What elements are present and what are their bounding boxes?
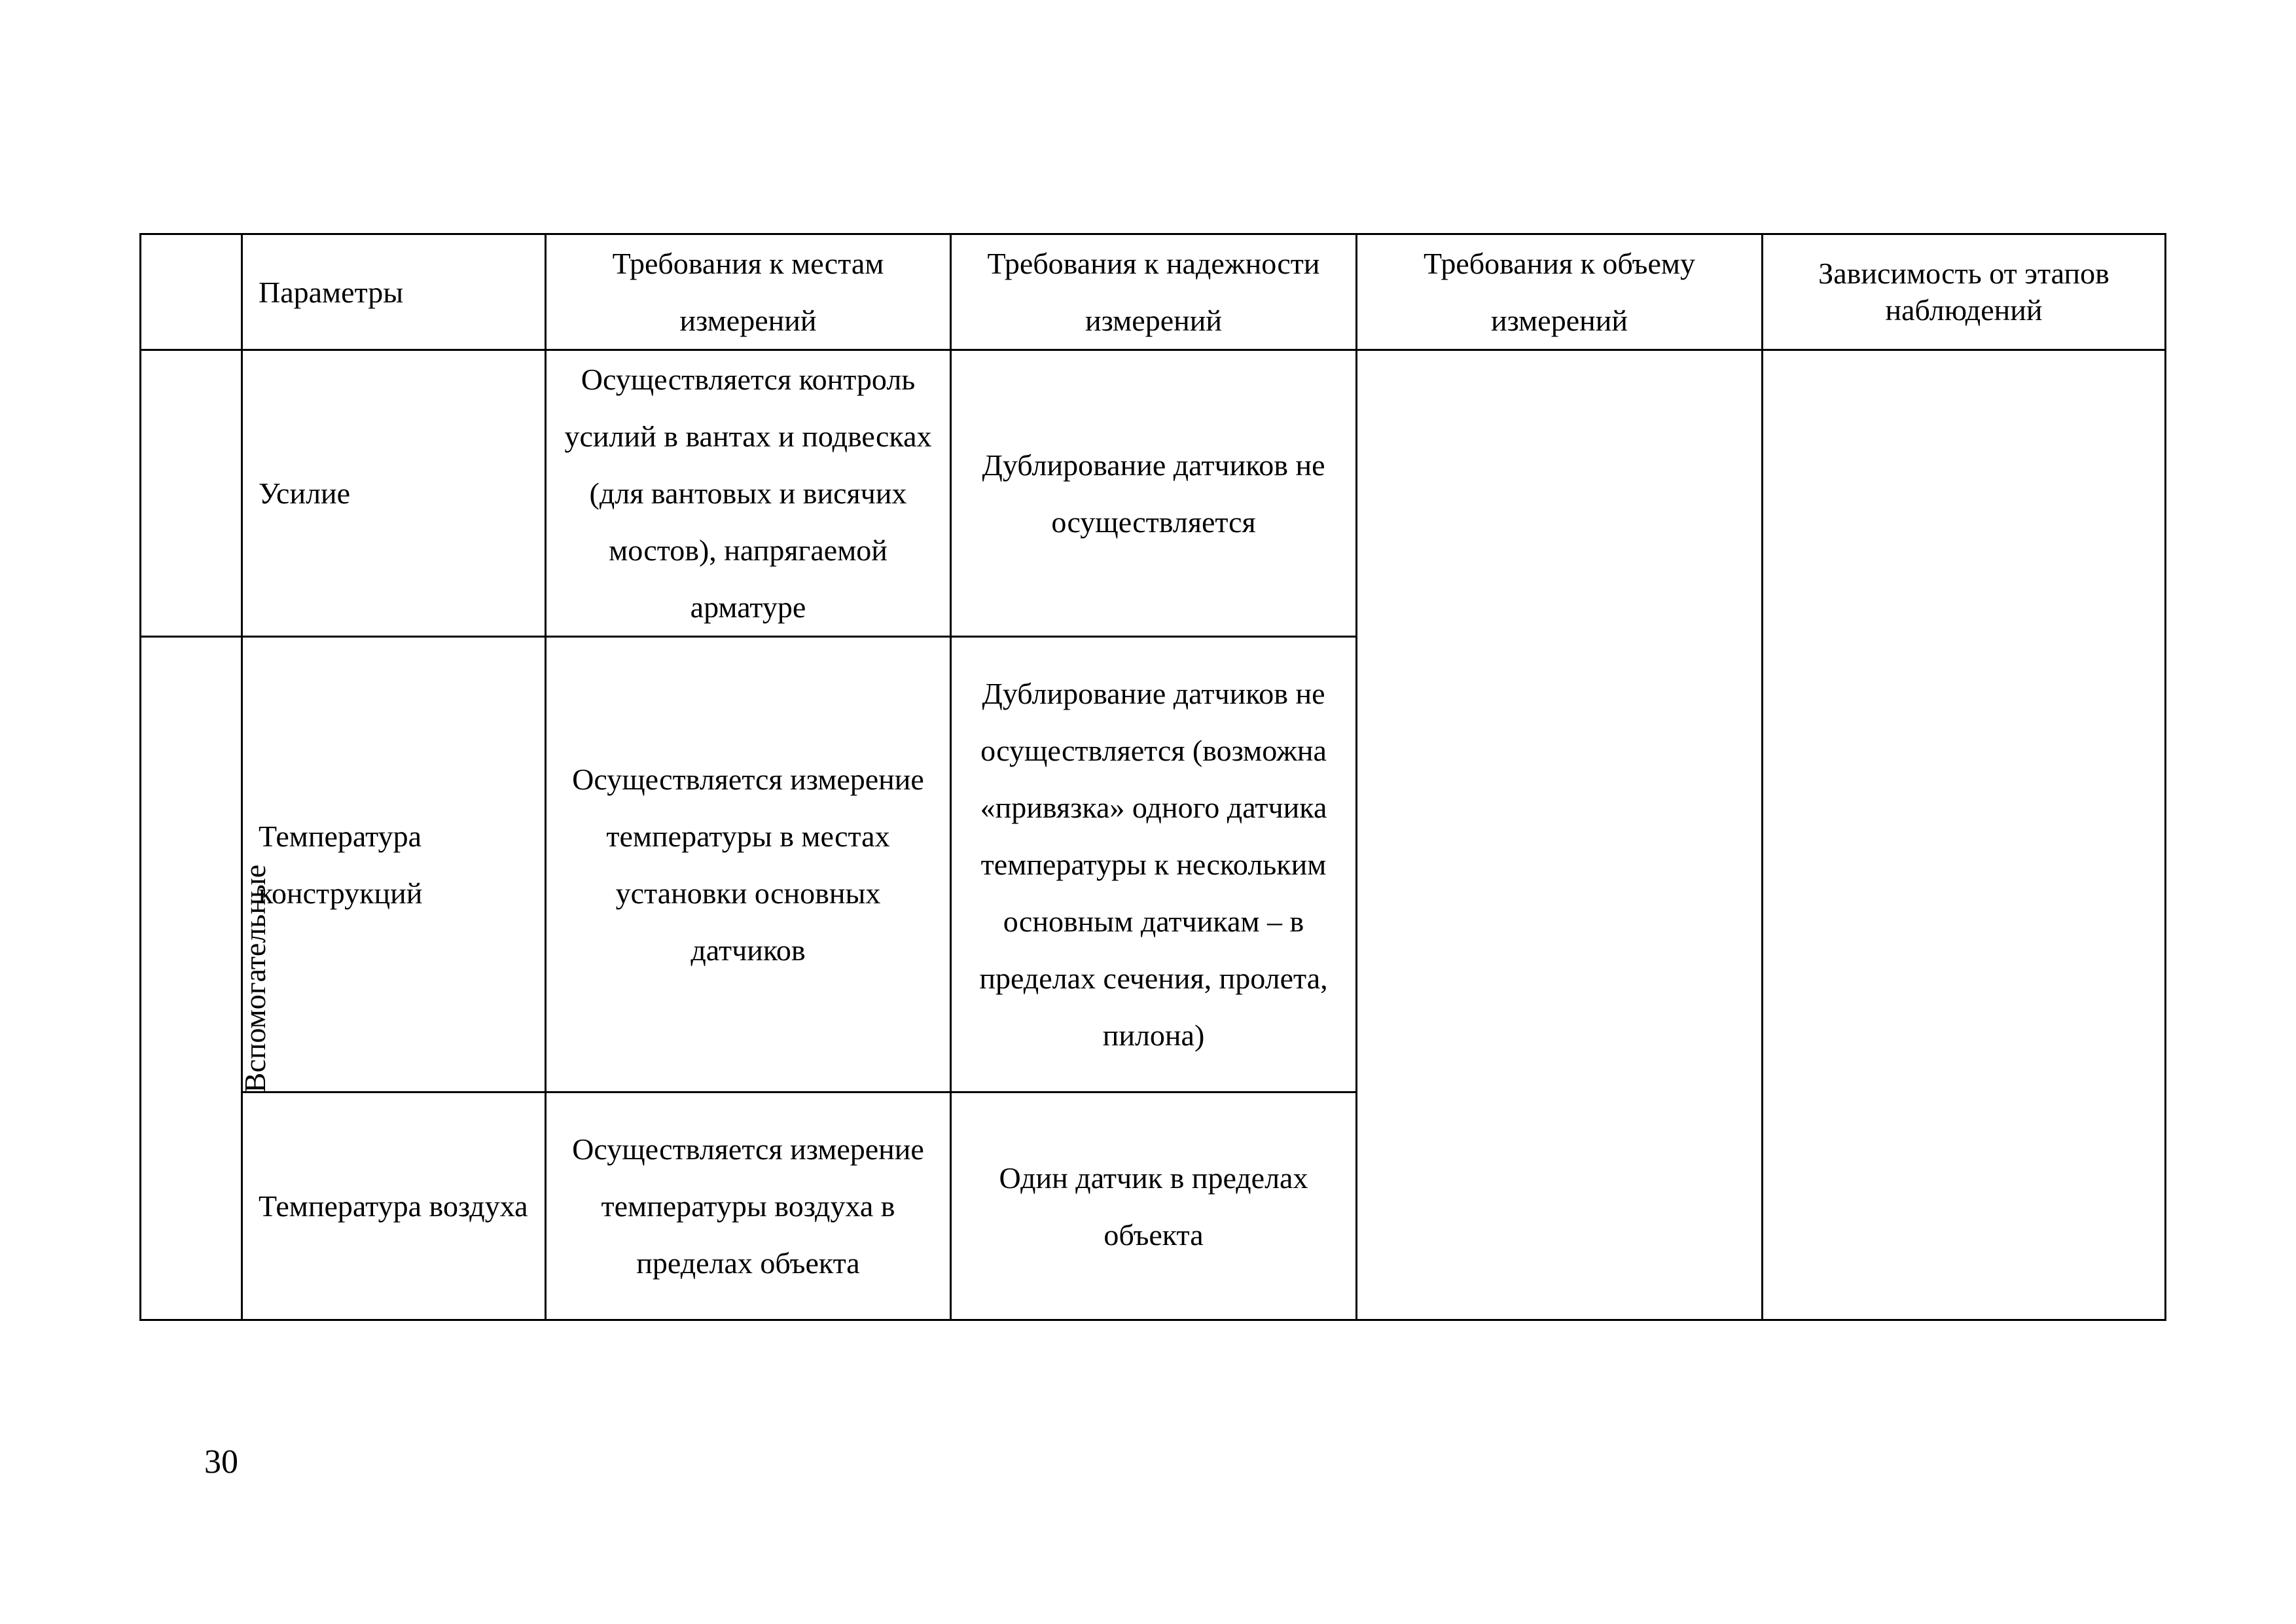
- stages-merged-cell: [1763, 350, 2166, 1320]
- row-reliability: Дублирование датчиков не осуществляется (возможна «привязка» одного датчика температуры к нескольким основным датчикам – в пределах сечения, пролета, пилона): [951, 637, 1357, 1092]
- header-places: Требования к местам измерений: [546, 234, 951, 350]
- row-parameter: Усилие: [242, 350, 546, 637]
- table-row: [141, 350, 2166, 637]
- row-reliability: Один датчик в пределах объекта: [951, 1092, 1357, 1320]
- header-volume: Требования к объему измерений: [1357, 234, 1763, 350]
- table-header-row: [141, 234, 2166, 350]
- group-cell-empty: [141, 350, 242, 637]
- row-places: Осуществляется контроль усилий в вантах и подвесках (для вантовых и висячих мостов), напрягаемой арматуре: [546, 350, 951, 637]
- volume-merged-cell: [1357, 350, 1763, 1320]
- group-label-cell: [141, 637, 272, 1320]
- row-places: Осуществляется измерение температуры в местах установки основных датчиков: [546, 637, 951, 1092]
- header-corner-cell: [141, 234, 242, 350]
- row-places: Осуществляется измерение температуры воздуха в пределах объекта: [546, 1092, 951, 1320]
- row-reliability: Дублирование датчиков не осуществляется: [951, 350, 1357, 637]
- page-number: 30: [204, 1443, 238, 1481]
- row-parameter: Температура конструкций: [242, 637, 546, 1092]
- header-reliability: Требования к надежности измерений: [951, 234, 1357, 350]
- row-parameter: Температура воздуха: [242, 1092, 546, 1320]
- header-parameters: Параметры: [242, 234, 546, 350]
- header-stages: Зависимость от этапов наблюдений: [1763, 234, 2166, 350]
- requirements-table: [139, 233, 2166, 1321]
- group-label: Вспомогательные: [238, 864, 272, 1093]
